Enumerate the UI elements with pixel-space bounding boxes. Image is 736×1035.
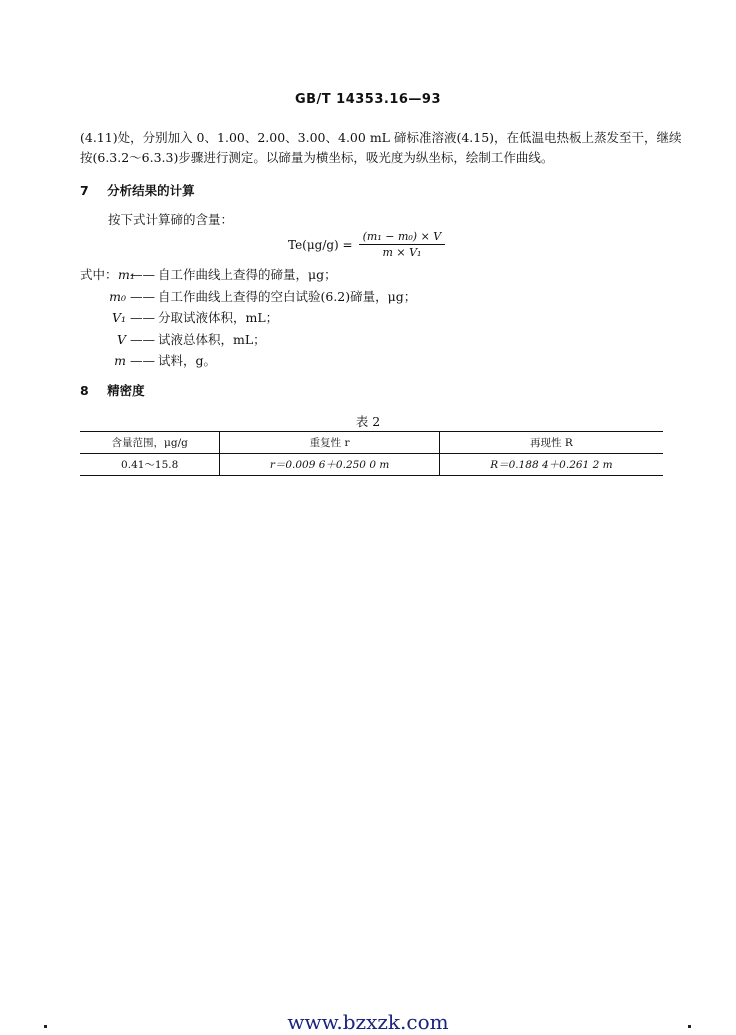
variable-row bbox=[80, 286, 416, 308]
table-cell: 0.41～15.8 bbox=[121, 459, 179, 471]
variable-definitions bbox=[80, 264, 416, 372]
precision-table bbox=[80, 431, 663, 476]
scan-dot-left bbox=[44, 1025, 47, 1028]
section-8-title: 精密度 bbox=[107, 383, 145, 398]
table-caption: 表 2 bbox=[355, 414, 381, 429]
scan-dot-right bbox=[688, 1025, 691, 1028]
column-header: 含量范围，μg/g bbox=[80, 432, 220, 454]
table-header-row bbox=[80, 432, 663, 454]
formula bbox=[288, 230, 445, 259]
em-dash: —— bbox=[130, 310, 155, 325]
column-header: 重复性 r bbox=[220, 432, 439, 454]
intro-line-2: 按(6.3.2～6.3.3)步骤进行测定。以碲量为横坐标，吸光度为纵坐标，绘制工作曲线。 bbox=[80, 150, 554, 165]
table-cell: R＝0.188 4＋0.261 2 m bbox=[439, 454, 663, 476]
section-8-number: 8 bbox=[80, 383, 89, 398]
formula-numerator: (m₁ − m₀) × V bbox=[359, 230, 446, 245]
table-cell: r＝0.009 6＋0.250 0 m bbox=[220, 454, 439, 476]
variable-description: 试液总体积，mL； bbox=[158, 331, 266, 347]
intro-line-1: (4.11)处，分别加入 0、1.00、2.00、3.00、4.00 mL 碲标准溶液(4.15)，在低温电热板上蒸发至干，继续 bbox=[80, 130, 682, 145]
variable-row bbox=[80, 307, 416, 329]
variable-symbol: m bbox=[114, 353, 126, 368]
where-label: 式中： bbox=[80, 267, 118, 282]
section-7-number: 7 bbox=[80, 183, 89, 198]
variable-symbol: m₁ bbox=[118, 267, 135, 282]
variable-description: 分取试液体积，mL； bbox=[158, 310, 279, 325]
section-7-title: 分析结果的计算 bbox=[107, 183, 195, 198]
variable-row bbox=[80, 329, 416, 351]
em-dash: —— bbox=[130, 288, 155, 304]
standard-code-header: GB/T 14353.16—93 bbox=[294, 92, 442, 107]
em-dash: —— bbox=[130, 331, 155, 347]
variable-symbol: m₀ bbox=[109, 288, 126, 304]
em-dash: —— bbox=[130, 353, 155, 368]
section-8-heading bbox=[80, 381, 145, 399]
variable-symbol: V₁ bbox=[111, 310, 126, 325]
variable-description: 试料，g。 bbox=[158, 353, 217, 368]
section-7-heading bbox=[80, 181, 195, 199]
formula-fraction bbox=[359, 230, 446, 259]
column-header: 再现性 R bbox=[439, 432, 663, 454]
table-row bbox=[80, 454, 663, 476]
variable-row bbox=[80, 350, 416, 372]
formula-denominator: m × V₁ bbox=[382, 246, 422, 259]
variable-description: 自工作曲线上查得的空白试验(6.2)碲量，μg； bbox=[158, 288, 417, 304]
variable-row bbox=[80, 264, 416, 286]
formula-lhs: Te(μg/g) = bbox=[288, 237, 353, 252]
variable-symbol: V bbox=[116, 331, 126, 347]
variable-description: 自工作曲线上查得的碲量，μg； bbox=[158, 267, 337, 282]
watermark-url: www.bzxzk.com bbox=[287, 1010, 449, 1034]
calc-lead-text: 按下式计算碲的含量： bbox=[108, 212, 234, 227]
em-dash: —— bbox=[130, 267, 155, 282]
